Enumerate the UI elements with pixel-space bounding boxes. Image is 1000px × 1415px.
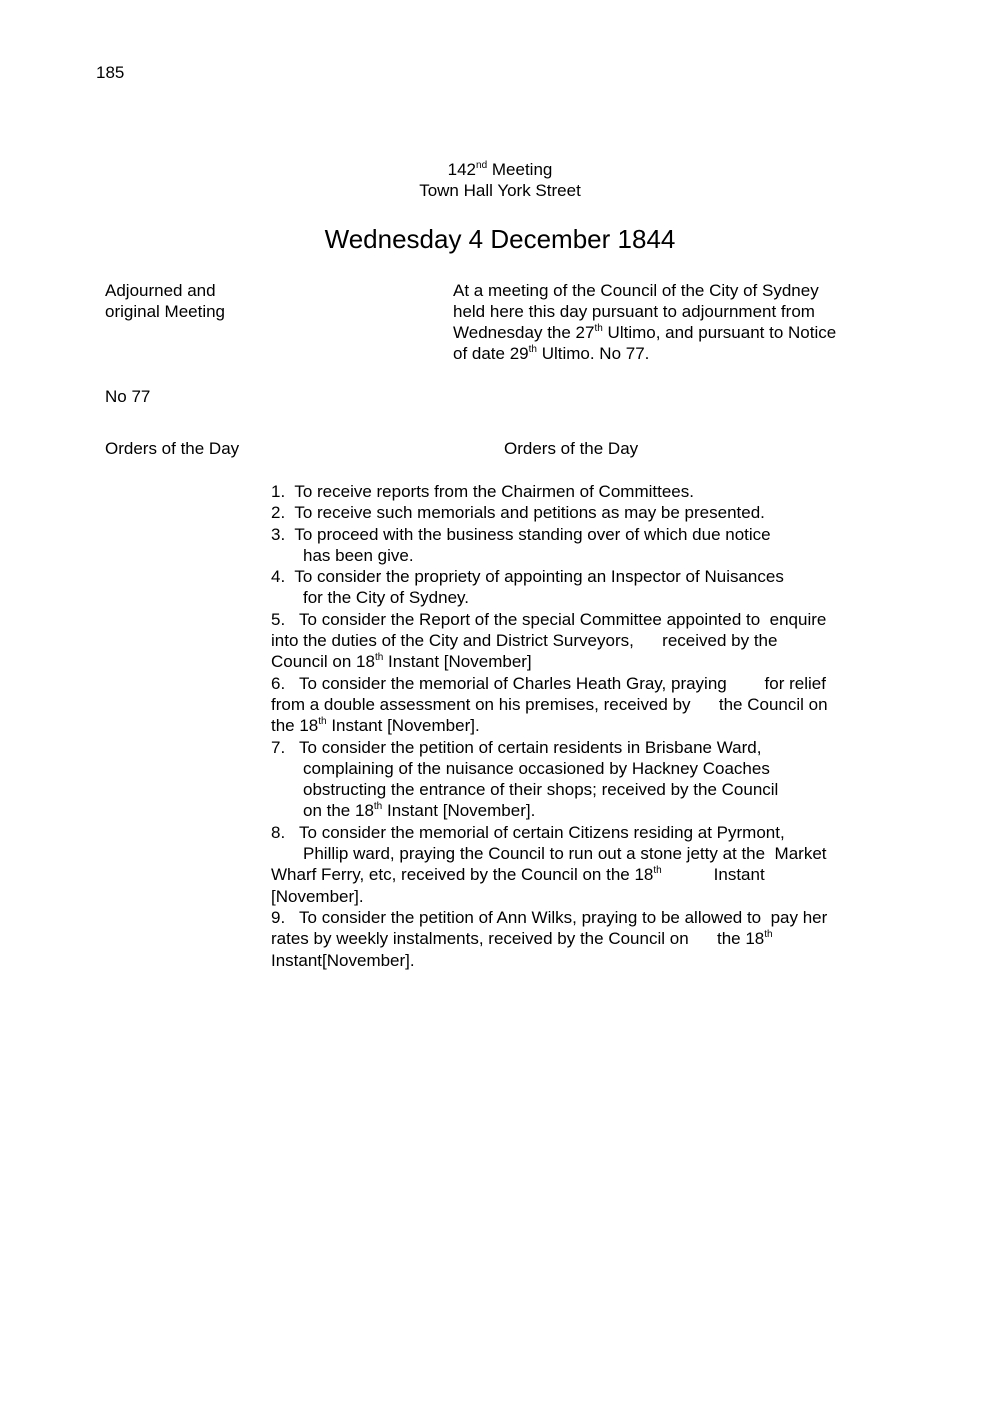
order-7-line-1: 7. To consider the petition of certain residents in Brisbane Ward,: [271, 737, 762, 757]
margin-note-original: original Meeting: [105, 302, 226, 321]
intro-line-2: held here this day pursuant to adjournment from: [453, 302, 815, 321]
order-5-sup: th: [374, 652, 384, 664]
order-8-line-1: 8. To consider the memorial of certain Citizens residing at Pyrmont,: [271, 822, 785, 842]
order-9-sup: th: [764, 929, 773, 941]
margin-note-adjourned: Adjourned and: [105, 281, 216, 300]
order-6-line-1: 6. To consider the memorial of Charles Heath Gray, praying for relief: [271, 673, 826, 693]
intro-line-3-sup: th: [594, 323, 603, 334]
order-5-line-3: [271, 651, 828, 672]
orders-heading: Orders of the Day: [504, 439, 639, 458]
order-7-line-4-text: on the 18: [303, 801, 374, 821]
order-9-line-2: [271, 928, 828, 949]
meeting-sup: nd: [476, 160, 488, 171]
order-2: 2. To receive such memorials and petitions as may be presented.: [271, 503, 765, 523]
meeting-word: Meeting: [491, 160, 553, 179]
intro-line-4-rest: Ultimo. No 77.: [536, 344, 650, 363]
intro-line-3-rest: Ultimo, and pursuant to Notice: [602, 323, 837, 342]
order-5-line-3-rest: Instant [November]: [383, 652, 532, 672]
intro-line-3: [453, 322, 836, 343]
date-title: Wednesday 4 December 1844: [324, 224, 676, 254]
order-3-line-2: has been give.: [303, 545, 414, 565]
order-5-line-3-text: Council on 18: [271, 652, 375, 672]
orders-list: [271, 481, 828, 971]
intro-line-4: [453, 343, 649, 364]
order-1: 1. To receive reports from the Chairmen of Committees.: [271, 482, 694, 501]
order-7-line-4-rest: Instant [November].: [382, 801, 536, 821]
order-9-line-3: Instant[November].: [271, 950, 415, 970]
meeting-num: 142: [447, 160, 477, 179]
intro-line-1: At a meeting of the Council of the City of Sydney: [453, 281, 819, 300]
order-6-line-3-rest: Instant [November].: [326, 716, 480, 736]
order-5-line-1: 5. To consider the Report of the special Committee appointed to enquire: [271, 609, 827, 629]
order-8-line-3-text: Wharf Ferry, etc, received by the Council on the 18: [271, 865, 654, 885]
order-8-sup: th: [653, 865, 662, 877]
order-5-line-2: into the duties of the City and District Surveyors, received by the: [271, 631, 778, 651]
order-7-line-4: [271, 800, 828, 821]
margin-note-number: No 77: [105, 387, 151, 406]
order-9-line-1: 9. To consider the petition of Ann Wilks, praying to be allowed to pay her: [271, 907, 828, 927]
margin-note-orders: Orders of the Day: [105, 439, 240, 458]
order-8-line-3: [271, 864, 828, 885]
order-7-sup: th: [373, 801, 383, 813]
order-4-line-2: for the City of Sydney.: [303, 588, 469, 608]
order-8-line-4: [November].: [271, 886, 364, 906]
intro-line-4-sup: th: [528, 344, 537, 355]
page-number: 185: [96, 63, 125, 82]
order-6-line-3-text: the 18: [271, 716, 319, 736]
intro-line-4-text: of date 29: [453, 344, 529, 363]
order-3-line-1: 3. To proceed with the business standing over of which due notice: [271, 524, 771, 544]
venue: Town Hall York Street: [419, 181, 581, 200]
order-7-line-2: complaining of the nuisance occasioned by Hackney Coaches: [303, 758, 770, 778]
meeting-number: [0, 159, 1000, 180]
order-6-sup: th: [318, 716, 327, 728]
order-6-line-2: from a double assessment on his premises, received by the Council on: [271, 694, 828, 714]
order-9-line-2-text: rates by weekly instalments, received by the Council on the 18: [271, 929, 765, 949]
order-8-line-2: Phillip ward, praying the Council to run out a stone jetty at the Market: [303, 844, 827, 864]
order-8-line-3-rest: Instant: [661, 865, 765, 885]
intro-line-3-text: Wednesday the 27: [453, 323, 595, 342]
order-4-line-1: 4. To consider the propriety of appointing an Inspector of Nuisances: [271, 567, 784, 587]
order-6-line-3: [271, 715, 828, 736]
order-7-line-3: obstructing the entrance of their shops; received by the Council: [303, 780, 779, 800]
